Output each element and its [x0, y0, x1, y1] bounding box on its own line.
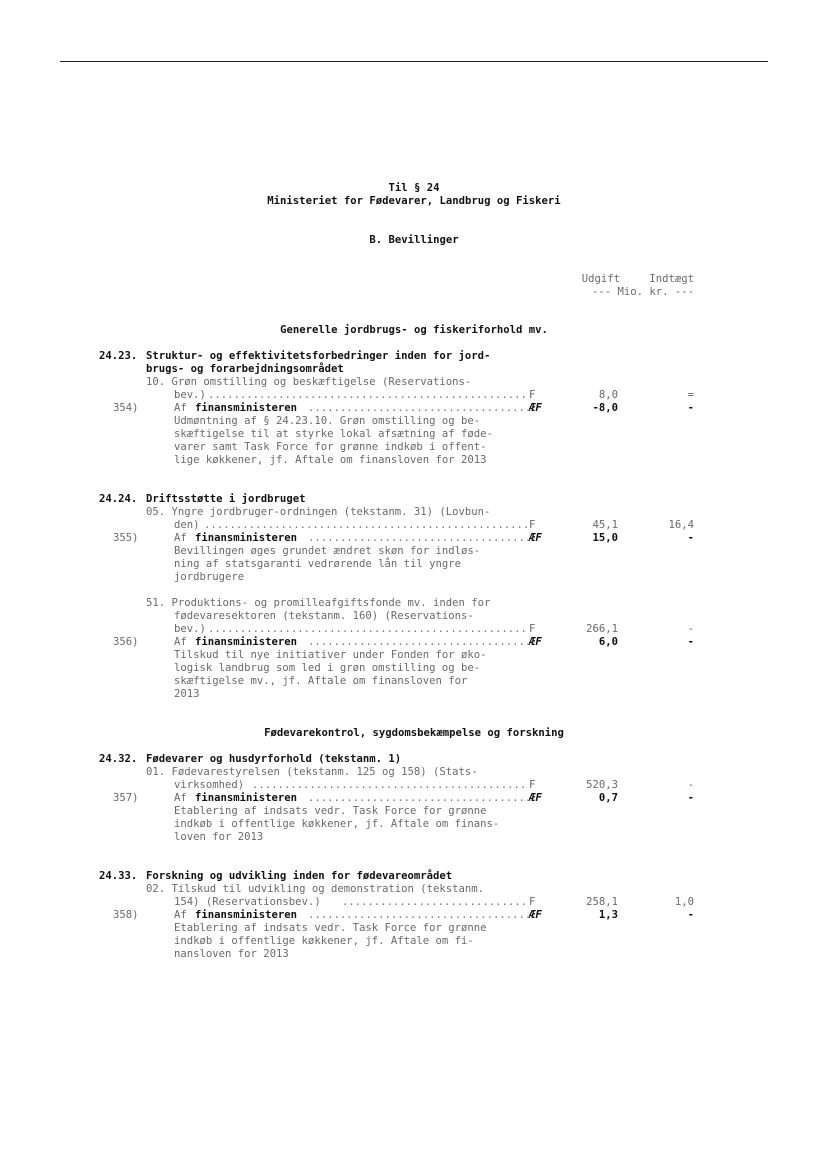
by-label: Af: [174, 402, 187, 414]
account-number: 24.23.: [99, 350, 138, 362]
change-ref: 356): [113, 636, 139, 648]
income-change: -: [687, 792, 694, 804]
column-header-income: Indtægt: [649, 273, 694, 285]
f-mark: F: [529, 896, 536, 908]
change-ref: 357): [113, 792, 139, 804]
account-number: 24.33.: [99, 870, 138, 882]
income-change: -: [687, 909, 694, 921]
subaccount-line: 01. Fødevarestyrelsen (tekstanm. 125 og 158) (Stats-: [146, 766, 478, 778]
group-heading: Generelle jordbrugs- og fiskeriforhold mv.: [280, 324, 548, 336]
income-value: 1,0: [674, 896, 694, 908]
change-text: indkøb i offentlige køkkener, jf. Aftale om fi-: [174, 935, 474, 947]
income-value: -: [687, 623, 694, 635]
subaccount-line: virksomhed): [174, 779, 245, 791]
dot-leader: [308, 532, 528, 545]
subaccount-line: 154) (Reservationsbev.): [174, 896, 321, 908]
change-text: jordbrugere: [174, 571, 245, 583]
change-text: Tilskud til nye initiativer under Fonden for øko-: [174, 649, 487, 661]
change-text: indkøb i offentlige køkkener, jf. Aftale om finans-: [174, 818, 500, 830]
header-rule: [60, 61, 768, 62]
f-mark: F: [529, 779, 536, 791]
ae-mark: ÆF: [529, 909, 542, 921]
f-mark: F: [529, 519, 536, 531]
change-text: skæftigelse til at styrke lokal afsætning af føde-: [174, 428, 493, 440]
dot-leader: [208, 389, 528, 402]
change-ref: 355): [113, 532, 139, 544]
f-mark: F: [529, 389, 536, 401]
page-title: Til § 24: [388, 182, 440, 194]
dot-leader: [204, 519, 528, 532]
expense-value: 45,1: [592, 519, 618, 531]
change-ref: 358): [113, 909, 139, 921]
group-heading: Fødevarekontrol, sygdomsbekæmpelse og forskning: [264, 727, 564, 739]
expense-value: 520,3: [586, 779, 618, 791]
dot-leader: [342, 896, 528, 909]
change-text: loven for 2013: [174, 831, 264, 843]
by-label: Af: [174, 909, 187, 921]
dot-leader: [308, 636, 528, 649]
change-text: varer samt Task Force for grønne indkøb i offent-: [174, 441, 487, 453]
expense-value: 266,1: [586, 623, 618, 635]
change-text: logisk landbrug som led i grøn omstilling og be-: [174, 662, 481, 674]
income-value: =: [687, 389, 694, 401]
dot-leader: [308, 909, 528, 922]
by-label: Af: [174, 532, 187, 544]
subaccount-line: 51. Produktions- og promilleafgiftsfonde mv. inden for: [146, 597, 491, 609]
change-text: Etablering af indsats vedr. Task Force for grønne: [174, 922, 487, 934]
account-title: Forskning og udvikling inden for fødevareområdet: [146, 870, 453, 882]
change-ref: 354): [113, 402, 139, 414]
column-header-expense: Udgift: [581, 273, 620, 285]
income-change: -: [687, 402, 694, 414]
change-text: Udmøntning af § 24.23.10. Grøn omstilling og be-: [174, 415, 481, 427]
change-text: 2013: [174, 688, 200, 700]
section-title: B. Bevillinger: [369, 234, 459, 246]
ae-mark: ÆF: [529, 532, 542, 544]
expense-change: 0,7: [598, 792, 618, 804]
subaccount-line: bev.): [174, 623, 206, 635]
income-value: -: [687, 779, 694, 791]
minister-name: finansministeren: [195, 792, 298, 804]
expense-change: 15,0: [592, 532, 618, 544]
account-title: brugs- og forarbejdningsområdet: [146, 363, 344, 375]
change-text: ning af statsgaranti vedrørende lån til yngre: [174, 558, 462, 570]
subaccount-line: 02. Tilskud til udvikling og demonstration (tekstanm.: [146, 883, 485, 895]
f-mark: F: [529, 623, 536, 635]
expense-value: 8,0: [598, 389, 618, 401]
account-title: Fødevarer og husdyrforhold (tekstanm. 1): [146, 753, 402, 765]
dot-leader: [308, 402, 528, 415]
column-header-unit: --- Mio. kr. ---: [591, 286, 694, 298]
account-title: Driftsstøtte i jordbruget: [146, 493, 306, 505]
ae-mark: ÆF: [529, 402, 542, 414]
ministry-title: Ministeriet for Fødevarer, Landbrug og Fiskeri: [267, 195, 561, 207]
expense-change: -8,0: [592, 402, 618, 414]
subaccount-line: bev.): [174, 389, 206, 401]
account-number: 24.32.: [99, 753, 138, 765]
income-value: 16,4: [668, 519, 694, 531]
account-number: 24.24.: [99, 493, 138, 505]
by-label: Af: [174, 636, 187, 648]
income-change: -: [687, 532, 694, 544]
ae-mark: ÆF: [529, 636, 542, 648]
dot-leader: [308, 792, 528, 805]
subaccount-line: fødevaresektoren (tekstanm. 160) (Reservations-: [174, 610, 474, 622]
subaccount-line: den): [174, 519, 200, 531]
expense-value: 258,1: [586, 896, 618, 908]
account-title: Struktur- og effektivitetsforbedringer inden for jord-: [146, 350, 491, 362]
change-text: Etablering af indsats vedr. Task Force for grønne: [174, 805, 487, 817]
dot-leader: [252, 779, 528, 792]
income-change: -: [687, 636, 694, 648]
change-text: nansloven for 2013: [174, 948, 289, 960]
minister-name: finansministeren: [195, 636, 298, 648]
change-text: lige køkkener, jf. Aftale om finansloven for 2013: [174, 454, 487, 466]
minister-name: finansministeren: [195, 402, 298, 414]
minister-name: finansministeren: [195, 909, 298, 921]
change-text: skæftigelse mv., jf. Aftale om finansloven for: [174, 675, 468, 687]
expense-change: 6,0: [598, 636, 618, 648]
expense-change: 1,3: [598, 909, 618, 921]
dot-leader: [208, 623, 528, 636]
subaccount-line: 10. Grøn omstilling og beskæftigelse (Reservations-: [146, 376, 472, 388]
ae-mark: ÆF: [529, 792, 542, 804]
subaccount-line: 05. Yngre jordbruger-ordningen (tekstanm. 31) (Lovbun-: [146, 506, 491, 518]
by-label: Af: [174, 792, 187, 804]
change-text: Bevillingen øges grundet ændret skøn for indløs-: [174, 545, 481, 557]
minister-name: finansministeren: [195, 532, 298, 544]
